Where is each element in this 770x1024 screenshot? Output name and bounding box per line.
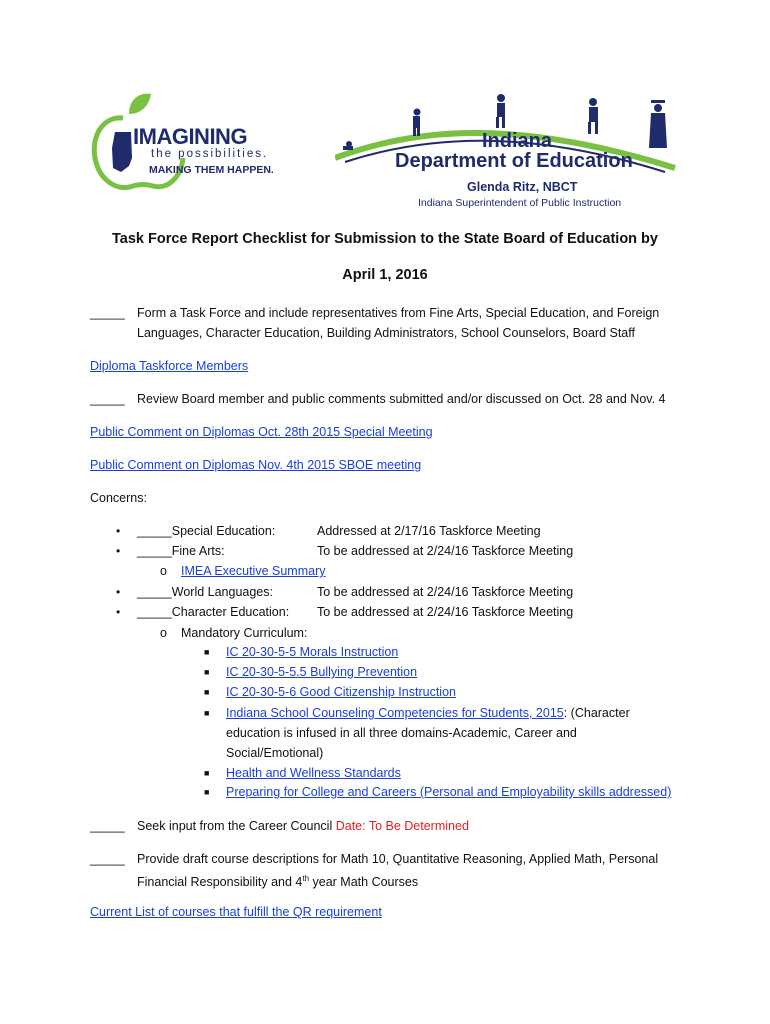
course-descriptions-sup: th (302, 874, 310, 883)
checklist-item-form-task-force-cont: Languages, Character Education, Building Administrators, School Counselors, Board Staff (137, 326, 635, 340)
counseling-note-cont: education is infused in all three domains-Academic, Career and (226, 726, 577, 740)
counseling-note: : (Character (563, 706, 630, 720)
ic-bullying-prevention-link[interactable]: IC 20-30-5-5.5 Bullying Prevention (226, 665, 418, 679)
figure-graduate (649, 100, 667, 148)
concern-character-education: _____Character Education: (137, 605, 290, 619)
concern-fine-arts: _____Fine Arts: (137, 544, 225, 558)
concern-special-education-status: Addressed at 2/17/16 Taskforce Meeting (317, 524, 541, 538)
bullet-dot: • (116, 524, 121, 538)
checklist-item-course-descriptions-cont (137, 869, 418, 892)
checklist-item-form-task-force: Form a Task Force and include representatives from Fine Arts, Special Education, and Foreign (137, 306, 660, 320)
making-them-happen-tagline: MAKING THEM HAPPEN. (149, 164, 274, 176)
square-bullet: ■ (204, 647, 210, 657)
concerns-label: Concerns: (90, 491, 147, 505)
header-logo (85, 88, 685, 218)
course-descriptions-text-b: year Math Courses (309, 875, 419, 890)
current-qr-courses-link[interactable]: Current List of courses that fulfill the QR requirement (90, 905, 382, 919)
sub-bullet-circle: o (160, 626, 167, 640)
superintendent-name: Glenda Ritz, NBCT (467, 180, 578, 194)
preparing-college-careers-link[interactable]: Preparing for College and Careers (Personal and Employability skills addressed) (226, 785, 672, 799)
concern-character-education-status: To be addressed at 2/24/16 Taskforce Meeting (317, 605, 574, 619)
checklist-blank: _____ (90, 392, 125, 406)
concern-world-languages: _____World Languages: (137, 585, 273, 599)
bullet-dot: • (116, 585, 121, 599)
diploma-taskforce-members-link[interactable]: Diploma Taskforce Members (90, 359, 249, 373)
superintendent-role: Indiana Superintendent of Public Instruction (418, 197, 622, 209)
counseling-competencies-link[interactable]: Indiana School Counseling Competencies for Students, 2015 (226, 706, 564, 720)
indiana-wordmark: Indiana (482, 130, 553, 152)
square-bullet: ■ (204, 787, 210, 797)
checklist-item-review-comments: Review Board member and public comments submitted and/or discussed on Oct. 28 and Nov. 4 (137, 392, 666, 406)
career-council-text: Seek input from the Career Council (137, 819, 336, 833)
imagining-wordmark: IMAGINING (133, 124, 248, 149)
sub-bullet-circle: o (160, 564, 167, 578)
ic-morals-instruction-link[interactable]: IC 20-30-5-5 Morals Instruction (226, 645, 399, 659)
counseling-competencies-line (226, 703, 630, 723)
ic-good-citizenship-link[interactable]: IC 20-30-5-6 Good Citizenship Instruction (226, 685, 456, 699)
document-title-line-1: Task Force Report Checklist for Submission to the State Board of Education by (112, 231, 658, 247)
course-descriptions-text-a: Financial Responsibility and 4 (137, 875, 303, 890)
public-comment-nov-link[interactable]: Public Comment on Diplomas Nov. 4th 2015 SBOE meeting (90, 458, 422, 472)
counseling-note-cont: Social/Emotional) (226, 746, 324, 760)
figure-child (413, 109, 421, 137)
checklist-item-career-council (137, 816, 469, 836)
concern-world-languages-status: To be addressed at 2/24/16 Taskforce Meeting (317, 585, 574, 599)
bullet-dot: • (116, 544, 121, 558)
public-comment-oct-link[interactable]: Public Comment on Diplomas Oct. 28th 2015 Special Meeting (90, 425, 433, 439)
possibilities-tagline: the possibilities. (151, 148, 269, 160)
square-bullet: ■ (204, 768, 210, 778)
document-title-line-2: April 1, 2016 (342, 267, 428, 283)
checklist-item-course-descriptions: Provide draft course descriptions for Math 10, Quantitative Reasoning, Applied Math, Personal (137, 852, 659, 866)
checklist-blank: _____ (90, 819, 125, 833)
figure-walker (496, 94, 505, 128)
career-council-date: Date: To Be Determined (335, 819, 469, 833)
mandatory-curriculum-label: Mandatory Curriculum: (181, 626, 308, 640)
concern-special-education: _____Special Education: (137, 524, 276, 538)
bullet-dot: • (116, 605, 121, 619)
square-bullet: ■ (204, 687, 210, 697)
square-bullet: ■ (204, 708, 210, 718)
figure-student (588, 98, 598, 134)
department-of-education-wordmark: Department of Education (395, 150, 633, 172)
checklist-blank: _____ (90, 306, 125, 320)
figure-crawling (343, 141, 353, 150)
concern-fine-arts-status: To be addressed at 2/24/16 Taskforce Meeting (317, 544, 574, 558)
imea-executive-summary-link[interactable]: IMEA Executive Summary (181, 564, 326, 578)
checklist-blank: _____ (90, 852, 125, 866)
square-bullet: ■ (204, 667, 210, 677)
health-wellness-standards-link[interactable]: Health and Wellness Standards (226, 766, 401, 780)
